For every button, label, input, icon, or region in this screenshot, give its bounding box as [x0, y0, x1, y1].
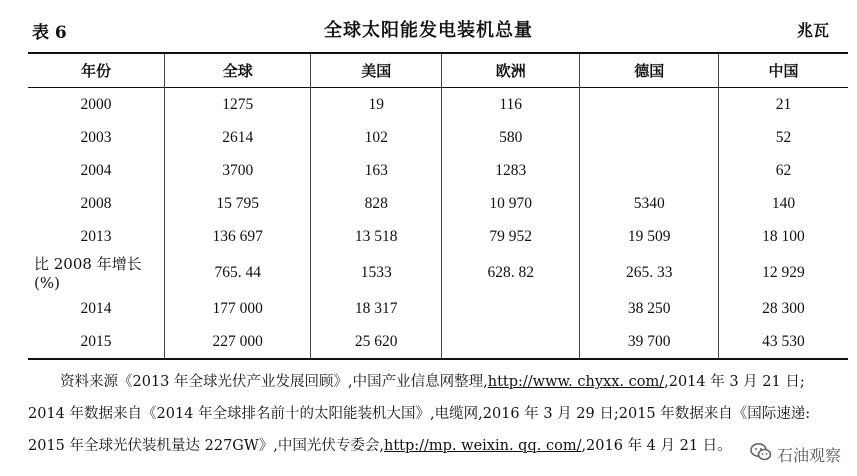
cell-year: 2013 [80, 227, 112, 245]
cell-europe: 10 970 [441, 187, 579, 220]
solar-capacity-table [28, 52, 848, 360]
cell-usa: 1533 [311, 253, 442, 292]
cell-usa: 25 620 [311, 325, 442, 359]
column-header-china: 中国 [718, 53, 848, 88]
cell-global: 136 697 [165, 220, 311, 253]
cell-global: 765. 44 [165, 253, 311, 292]
cell-global: 177 000 [165, 292, 311, 325]
cell-year: 2003 [80, 128, 112, 146]
cell-germany: 5340 [580, 187, 718, 220]
cell-year: 2014 [80, 299, 112, 317]
table-row [28, 88, 848, 122]
cell-china: 62 [718, 154, 848, 187]
cell-year: 2004 [80, 161, 112, 179]
source-text: 2015 年全球光伏装机量达 227GW》,中国光伏专委会, [28, 438, 384, 454]
cell-china: 12 929 [718, 253, 848, 292]
watermark [744, 440, 847, 468]
cell-year: 2015 [80, 332, 112, 350]
source-note-line-1 [28, 366, 848, 398]
cell-china: 52 [718, 121, 848, 154]
cell-usa: 163 [311, 154, 442, 187]
cell-europe [441, 292, 579, 325]
unit-label: 兆瓦 [796, 21, 829, 40]
cell-usa: 19 [311, 88, 442, 122]
watermark-text: 石油观察 [776, 445, 841, 465]
cell-usa: 13 518 [311, 220, 442, 253]
cell-global: 227 000 [165, 325, 311, 359]
source-notes [28, 366, 848, 462]
cell-germany: 265. 33 [580, 253, 718, 292]
cell-year: 2008 [80, 194, 112, 212]
table-header [0, 6, 857, 46]
column-header-germany: 德国 [580, 53, 718, 88]
source-note-line-2: 2014 年数据来自《2014 年全球排名前十的太阳能装机大国》,电缆网,2016 年 3 月 29 日;2015 年数据来自《国际速递: [28, 406, 811, 422]
cell-germany [580, 154, 718, 187]
cell-global: 3700 [165, 154, 311, 187]
cell-global: 15 795 [165, 187, 311, 220]
cell-china: 43 530 [718, 325, 848, 359]
cell-germany: 38 250 [580, 292, 718, 325]
weixin-link[interactable]: http://mp. weixin. qq. com/ [384, 438, 582, 454]
cell-germany: 19 509 [580, 220, 718, 253]
source-text: ,2016 年 4 月 21 日。 [581, 438, 732, 454]
column-header-global: 全球 [165, 53, 311, 88]
column-header-europe: 欧洲 [441, 53, 579, 88]
source-note-line-3 [28, 430, 848, 462]
column-header-year: 年份 [80, 62, 111, 80]
cell-global: 2614 [165, 121, 311, 154]
table-number: 表 6 [32, 23, 67, 43]
table-row [28, 220, 848, 253]
cell-year: 2000 [80, 95, 112, 113]
cell-china: 21 [718, 88, 848, 122]
cell-europe: 1283 [441, 154, 579, 187]
cell-germany [580, 121, 718, 154]
cell-usa: 18 317 [311, 292, 442, 325]
cell-china: 28 300 [718, 292, 848, 325]
wechat-icon [750, 442, 772, 466]
cell-year: 比 2008 年增长(%) [34, 255, 142, 292]
cell-usa: 828 [311, 187, 442, 220]
table-title: 全球太阳能发电装机总量 [324, 20, 533, 41]
cell-china: 18 100 [718, 220, 848, 253]
table-row [28, 154, 848, 187]
cell-europe: 79 952 [441, 220, 579, 253]
table-row [28, 292, 848, 325]
cell-europe: 116 [441, 88, 579, 122]
cell-germany [580, 88, 718, 122]
cell-global: 1275 [165, 88, 311, 122]
chyxx-link[interactable]: http://www. chyxx. com/ [487, 374, 665, 390]
cell-germany: 39 700 [580, 325, 718, 359]
table-row [28, 187, 848, 220]
cell-europe: 628. 82 [441, 253, 579, 292]
table-header-row [28, 53, 848, 88]
cell-usa: 102 [311, 121, 442, 154]
source-text: 资料来源《2013 年全球光伏产业发展回顾》,中国产业信息网整理, [60, 374, 488, 390]
cell-europe: 580 [441, 121, 579, 154]
cell-europe [441, 325, 579, 359]
cell-china: 140 [718, 187, 848, 220]
table-row [28, 121, 848, 154]
source-text: ,2014 年 3 月 21 日; [664, 374, 805, 390]
column-header-usa: 美国 [311, 53, 442, 88]
table-row [28, 253, 848, 292]
table-row [28, 325, 848, 359]
